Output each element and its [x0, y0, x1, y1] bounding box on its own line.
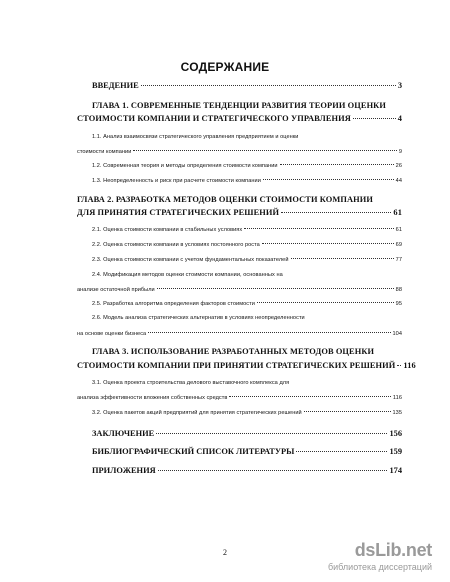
- toc-entry-section-2-6[interactable]: [77, 331, 402, 337]
- toc-page-number: 3: [397, 81, 402, 90]
- leader-dots: [141, 85, 396, 86]
- leader-dots: [133, 150, 396, 151]
- toc-page-number: 9: [398, 149, 402, 155]
- toc-entry-section-2-3[interactable]: [92, 257, 402, 263]
- leader-dots: [296, 451, 387, 452]
- toc-entry-bibliography[interactable]: [92, 447, 402, 456]
- toc-page-number: 26: [395, 163, 402, 169]
- toc-entry-label: стоимости компании: [77, 149, 132, 155]
- toc-entry-chapter-1-line1[interactable]: ГЛАВА 1. СОВРЕМЕННЫЕ ТЕНДЕНЦИИ РАЗВИТИЯ ТЕОРИИ ОЦЕНКИ: [92, 101, 386, 110]
- leader-dots: [257, 302, 394, 303]
- toc-page-number: 61: [395, 227, 402, 233]
- leader-dots: [263, 179, 394, 180]
- toc-entry-label: 2.1. Оценка стоимости компании в стабильных условиях: [92, 227, 243, 233]
- leader-dots: [156, 433, 387, 434]
- toc-entry-label: ЗАКЛЮЧЕНИЕ: [92, 429, 155, 438]
- watermark: [317, 540, 432, 576]
- leader-dots: [157, 288, 394, 289]
- toc-entry-label: анализе остаточной прибыли: [77, 287, 155, 293]
- toc-entry-chapter-2[interactable]: [77, 208, 402, 217]
- toc-entry-label: 1.3. Неопределенность и риск при расчете стоимости компании: [92, 178, 261, 184]
- toc-entry-label: БИБЛИОГРАФИЧЕСКИЙ СПИСОК ЛИТЕРАТУРЫ: [92, 447, 295, 456]
- leader-dots: [304, 411, 391, 412]
- toc-entry-section-2-5[interactable]: [92, 301, 402, 307]
- toc-entry-section-3-1[interactable]: [77, 395, 402, 401]
- toc-entry-section-1-1[interactable]: [77, 149, 402, 155]
- toc-entry-label: СТОИМОСТИ КОМПАНИИ И СТРАТЕГИЧЕСКОГО УПРАВЛЕНИЯ: [77, 114, 351, 123]
- toc-entry-label: 2.5. Разработка алгоритма определения факторов стоимости: [92, 301, 255, 307]
- toc-page-number: 116: [403, 361, 416, 370]
- toc-page-number: 44: [395, 178, 402, 184]
- toc-entry-section-1-3[interactable]: [92, 178, 402, 184]
- leader-dots: [397, 365, 401, 366]
- toc-entry-chapter-3[interactable]: [77, 361, 416, 370]
- toc-entry-chapter-2-line1[interactable]: ГЛАВА 2. РАЗРАБОТКА МЕТОДОВ ОЦЕНКИ СТОИМОСТИ КОМПАНИИ: [77, 195, 373, 204]
- page-title: СОДЕРЖАНИЕ: [180, 60, 270, 74]
- leader-dots: [229, 396, 391, 397]
- toc-entry-chapter-3-line1[interactable]: ГЛАВА 3. ИСПОЛЬЗОВАНИЕ РАЗРАБОТАННЫХ МЕТОДОВ ОЦЕНКИ: [92, 347, 375, 356]
- toc-page-number: 174: [389, 466, 402, 475]
- toc-entry-label: СТОИМОСТИ КОМПАНИИ ПРИ ПРИНЯТИИ СТРАТЕГИЧЕСКИХ РЕШЕНИЙ: [77, 361, 396, 370]
- toc-page-number: 104: [392, 331, 402, 337]
- toc-entry-appendices[interactable]: [92, 466, 402, 475]
- leader-dots: [291, 258, 394, 259]
- watermark-logo: dsLib.net: [354, 540, 432, 560]
- leader-dots: [281, 212, 391, 213]
- toc-entry-section-2-1[interactable]: [92, 227, 402, 233]
- toc-entry-section-2-4[interactable]: [77, 287, 402, 293]
- leader-dots: [353, 118, 396, 119]
- toc-entry-section-2-4-line1[interactable]: 2.4. Модификация методов оценки стоимости компании, основанных на: [92, 272, 283, 278]
- toc-entry-section-2-6-line1[interactable]: 2.6. Модель анализа стратегических альтернатив в условиях неопределенности: [92, 315, 305, 321]
- leader-dots: [280, 164, 394, 165]
- toc-entry-label: ДЛЯ ПРИНЯТИЯ СТРАТЕГИЧЕСКИХ РЕШЕНИЙ: [77, 208, 280, 217]
- toc-page-number: 88: [395, 287, 402, 293]
- toc-entry-label: 3.2. Оценка пакетов акций предприятий для принятия стратегических решений: [92, 410, 302, 416]
- toc-entry-label: ПРИЛОЖЕНИЯ: [92, 466, 156, 475]
- toc-entry-label: 2.3. Оценка стоимости компании с учетом фундаментальных показателей: [92, 257, 289, 263]
- toc-entry-section-1-1-line1[interactable]: 1.1. Анализ взаимосвязи стратегического управления предприятием и оценки: [92, 134, 299, 140]
- toc-page-number: 156: [389, 429, 402, 438]
- toc-page-number: 135: [392, 410, 402, 416]
- toc-entry-label: 1.2. Современная теория и методы определения стоимости компании: [92, 163, 278, 169]
- toc-entry-label: на основе оценки бизнеса: [77, 331, 147, 337]
- toc-page-number: 159: [389, 447, 402, 456]
- watermark-subtitle: библиотека диссертаций: [327, 562, 432, 572]
- toc-page-number: 77: [395, 257, 402, 263]
- toc-page-number: 61: [393, 208, 402, 217]
- leader-dots: [262, 243, 394, 244]
- toc-entry-label: анализа эффективности вложения собственных средств: [77, 395, 228, 401]
- toc-entry-label: ВВЕДЕНИЕ: [92, 81, 139, 90]
- toc-entry-chapter-1[interactable]: [77, 114, 402, 123]
- leader-dots: [244, 228, 393, 229]
- toc-page-number: 116: [392, 395, 402, 401]
- toc-page-number: 69: [395, 242, 402, 248]
- toc-page-number: 95: [395, 301, 402, 307]
- leader-dots: [148, 332, 390, 333]
- toc-entry-section-2-2[interactable]: [92, 242, 402, 248]
- toc-entry-introduction[interactable]: [92, 81, 402, 90]
- toc-entry-section-3-2[interactable]: [92, 410, 402, 416]
- toc-entry-label: 2.2. Оценка стоимости компании в условиях постоянного роста: [92, 242, 260, 248]
- toc-entry-conclusion[interactable]: [92, 429, 402, 438]
- toc-entry-section-1-2[interactable]: [92, 163, 402, 169]
- page-number: 2: [223, 548, 227, 557]
- toc-entry-section-3-1-line1[interactable]: 3.1. Оценка проекта строительства делового выставочного комплекса для: [92, 380, 290, 386]
- toc-page-number: 4: [397, 114, 402, 123]
- leader-dots: [158, 470, 388, 471]
